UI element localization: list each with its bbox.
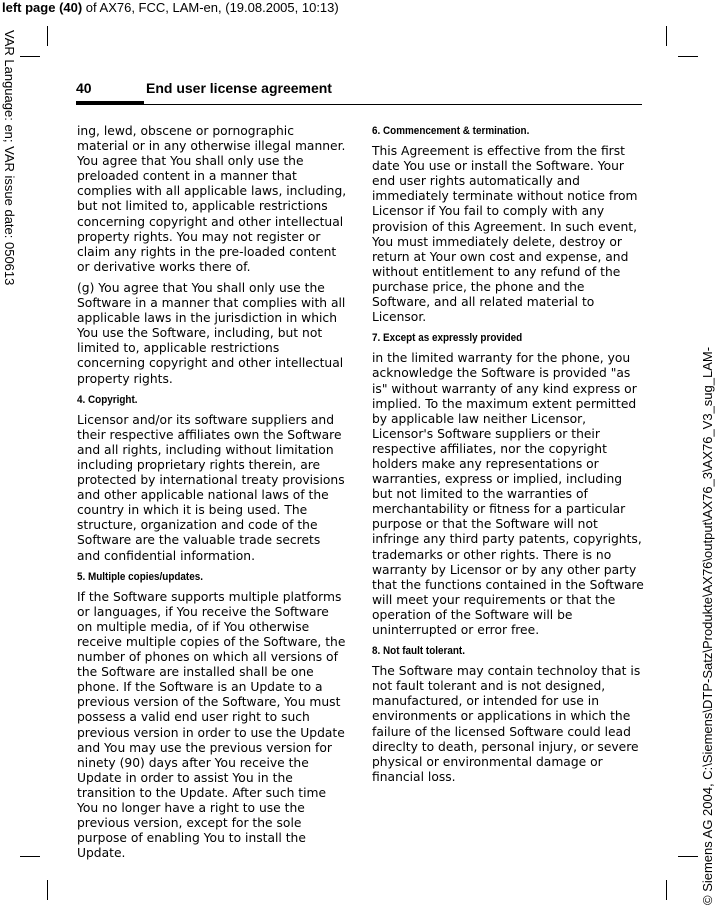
- crop-mark: [666, 26, 667, 46]
- page-number: 40: [76, 80, 92, 96]
- paragraph: (g) You agree that You shall only use the Software in a manner that complies with all applicable laws in the jurisdiction in which You use the Software, including, but not limited to, applicable restrictions concerning copyright and other intellectual property rights.: [77, 280, 346, 386]
- paragraph: Licensor and/or its software suppliers and their respective affiliates own the Software and all rights, including without limitation including proprietary rights therein, are protected by international treaty provisions and other applicable national laws of the country in which it is being used. The structure, organization and code of the Software are the valuable trade secrets and confidential information.: [77, 412, 345, 563]
- section-heading: 4. Copyright.: [77, 393, 138, 406]
- crop-mark: [20, 56, 40, 57]
- paragraph: This Agreement is effective from the first date You use or install the Software. Your end user rights automatically and immediately terminate without notice from Licensor if You fail to comply with any provision of this Agreement. In such event, You must immediately delete, destroy or return at Your own cost and expense, and without entitlement to any refund of the purchase price, the phone and the Software, and all related material to Licensor.: [372, 144, 638, 325]
- left-margin-text: VAR Language: en; VAR issue date: 050613: [2, 30, 17, 286]
- crop-mark: [47, 26, 48, 46]
- section-heading: 6. Commencement & termination.: [372, 125, 530, 137]
- section-heading: 8. Not fault tolerant.: [372, 645, 465, 658]
- section-heading: 5. Multiple copies/updates.: [77, 570, 203, 583]
- print-header: [2, 0, 339, 15]
- paragraph: in the limited warranty for the phone, you acknowledge the Software is provided "as is" without warranty of any kind express or implied. To the maximum extent permitted by applicable law neither Licensor, Licensor's Software suppliers or their respective affiliates, nor the copyright holders make any representations or warranties, express or implied, including but not limited to the warranties of merchantability or fitness for a particular purpose or that the Software will not infringe any third party patents, copyrights, trademarks or other rights. There is no warranty by Licensor or by any other party that the functions contained in the Software will meet your requirements or that the operation of the Software will be uninterrupted or error free.: [372, 351, 644, 637]
- page-title: End user license agreement: [146, 80, 332, 96]
- paragraph: If the Software supports multiple platforms or languages, if You receive the Software on multiple media, of if You otherwise receive multiple copies of the Software, the number of phones on which all versions of the Software are installed shall be one phone. If the Software is an Update to a previous version of the Software, You must possess a valid end user right to such previous version in order to use the Update and You may use the previous version for ninety (90) days after You receive the Update in order to assist You in the transition to the Update. After such time You no longer have a right to use the previous version, except for the sole purpose of enabling You to install the Update.: [77, 589, 346, 861]
- crop-mark: [678, 856, 698, 857]
- crop-mark: [47, 880, 48, 900]
- right-column: [372, 124, 644, 791]
- print-header-bold: left page (40): [2, 0, 83, 15]
- paragraph: ing, lewd, obscene or pornographic material or in any otherwise illegal manner. You agree that You shall only use the preloaded content in a manner that complies with all applicable laws, including, but not limited to, applicable restrictions concerning copyright and other intellectual property rights. You may not register or claim any rights in the pre-loaded content or derivative works there of.: [77, 124, 347, 274]
- section-heading: 7. Except as expressly provided: [372, 332, 523, 345]
- right-margin-text: © Siemens AG 2004, C:\Siemens\DTP-Satz\Produkte\AX76\output\AX76_3\AX76_V3_sug_LAM-: [700, 346, 715, 905]
- crop-mark: [678, 56, 698, 57]
- header-rule-thin: [144, 104, 642, 105]
- paragraph: The Software may contain technoloy that is not fault tolerant and is not designed, manufactured, or intended for use in environments or applications in which the failure of the licensed Software could lead direclty to death, personal injury, or severe physical or environmental damage or financial loss.: [372, 664, 641, 784]
- left-column: [77, 124, 347, 867]
- header-rule-thick: [76, 101, 144, 105]
- crop-mark: [666, 880, 667, 900]
- crop-mark: [20, 856, 40, 857]
- print-header-rest: of AX76, FCC, LAM-en, (19.08.2005, 10:13): [82, 0, 339, 15]
